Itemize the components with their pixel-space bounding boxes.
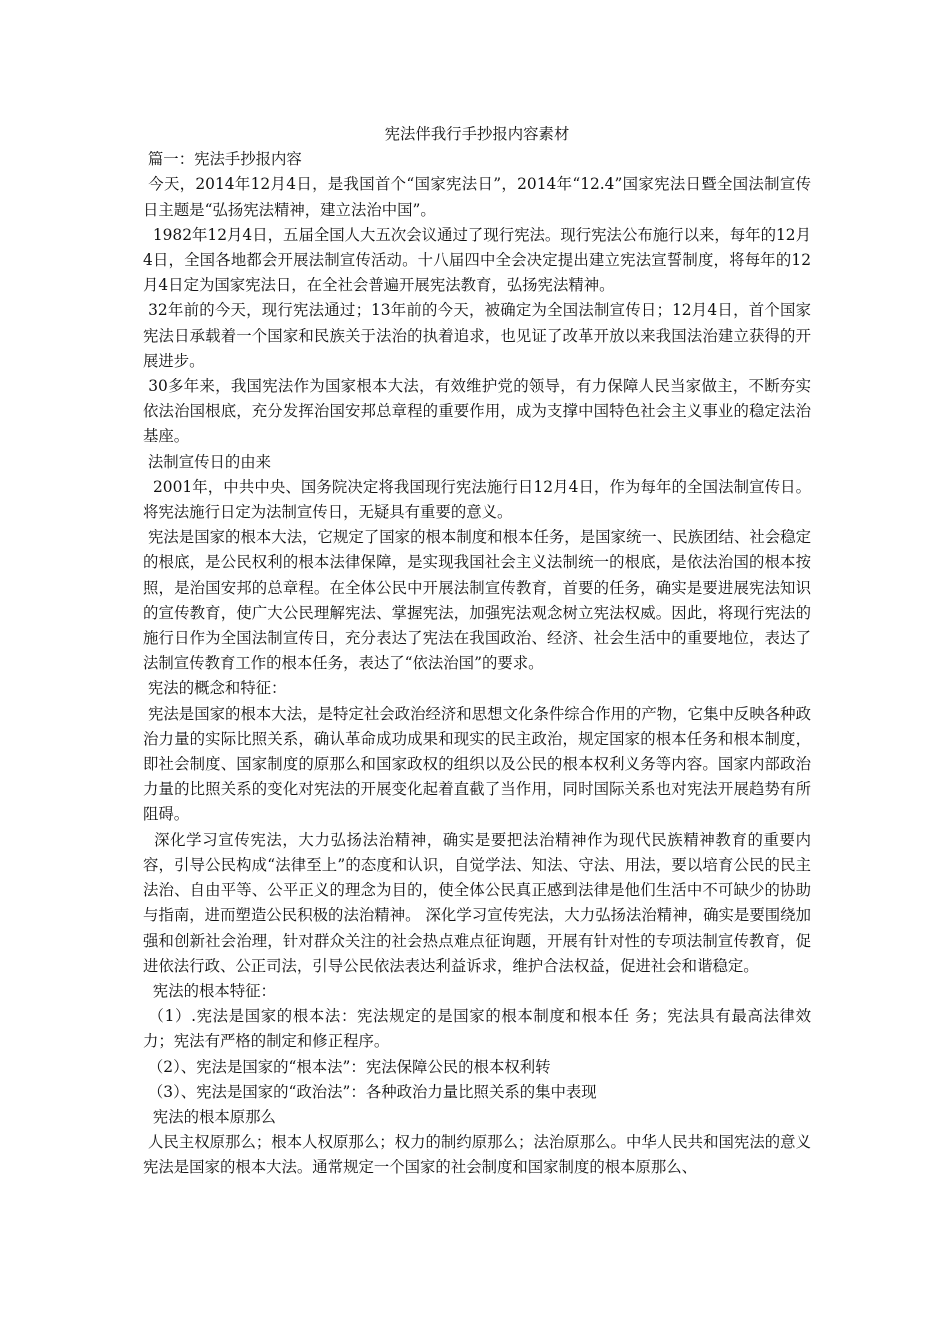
paragraph: 深化学习宣传宪法，大力弘扬法治精神，确实是要把法治精神作为现代民族精神教育的重要内容，引导公民构成“法律至上”的态度和认识，自觉学法、知法、守法、用法，要以培育公民的民主法治、自由平等、公平正义的理念为目的，使全体公民真正感到法律是他们生活中不可缺少的协助与指南，进而塑造公民积极的法治精神。 深化学习宣传宪法，大力弘扬法治精神，确实是要围绕加强和创新社会治理，针对群众关注的社会热点难点征询题，开展有针对性的专项法制宣传教育，促进依法行政、公正司法，引导公民依法表达利益诉求，维护合法权益，促进社会和谐稳定。 [143,830,811,975]
paragraph: 1982年12月4日，五届全国人大五次会议通过了现行宪法。现行宪法公布施行以来，每年的12月4日，全国各地都会开展法制宣传活动。十八届四中全会决定提出建立宪法宣誓制度，将每年的12月4日定为国家宪法日，在全社会普遍开展宪法教育，弘扬宪法精神。 [143,225,811,295]
section-heading: 宪法的概念和特征： [143,679,287,698]
list-item: （3）、宪法是国家的“政治法”：各种政治力量比照关系的集中表现 [143,1082,597,1101]
document-title: 宪法伴我行手抄报内容素材 [384,125,570,143]
section-heading: 法制宣传日的由来 [143,452,272,471]
paragraph: 30多年来，我国宪法作为国家根本大法，有效维护党的领导，有力保障人民当家做主，不断夯实依法治国根底，充分发挥治国安邦总章程的重要作用，成为支撑中国特色社会主义事业的稳定法治基座。 [143,377,811,446]
list-item: （1）.宪法是国家的根本法：宪法规定的是国家的根本制度和根本任 务；宪法具有最高法律效力；宪法有严格的制定和修正程序。 [143,1007,811,1051]
paragraph: 宪法是国家的根本大法，它规定了国家的根本制度和根本任务，是国家统一、民族团结、社会稳定的根底，是公民权利的根本法律保障，是实现我国社会主义法制统一的根底，是依法治国的根本按照，是治国安邦的总章程。在全体公民中开展法制宣传教育，首要的任务，确实是要进展宪法知识的宣传教育，使广大公民理解宪法、掌握宪法，加强宪法观念树立宪法权威。因此，将现行宪法的施行日作为全国法制宣传日，充分表达了宪法在我国政治、经济、社会生活中的重要地位，表达了法制宣传教育工作的根本任务，表达了“依法治国”的要求。 [143,528,811,673]
paragraph: 32年前的今天，现行宪法通过；13年前的今天，被确定为全国法制宣传日；12月4日，首个国家宪法日承载着一个国家和民族关于法治的执着追求，也见证了改革开放以来我国法治建立获得的开展进步。 [143,301,811,370]
list-item: （2）、宪法是国家的“根本法”：宪法保障公民的根本权利转 [143,1057,551,1076]
document-body [143,122,816,1181]
paragraph: 人民主权原那么；根本人权原那么；权力的制约原那么；法治原那么。中华人民共和国宪法的意义 宪法是国家的根本大法。通常规定一个国家的社会制度和国家制度的根本原那么、 [143,1133,816,1177]
paragraph: 2001年，中共中央、国务院决定将我国现行宪法施行日12月4日，作为每年的全国法制宣传日。将宪法施行日定为法制宣传日，无疑具有重要的意义。 [143,477,811,522]
section-heading: 宪法的根本原那么 [143,1107,276,1126]
paragraph: 篇一：宪法手抄报内容 [143,150,302,169]
section-heading: 宪法的根本特征： [143,981,276,1000]
paragraph: 今天，2014年12月4日，是我国首个“国家宪法日”，2014年“12.4”国家宪法日暨全国法制宣传日主题是“弘扬宪法精神，建立法治中国”。 [143,175,811,219]
paragraph: 宪法是国家的根本大法，是特定社会政治经济和思想文化条件综合作用的产物，它集中反映各种政治力量的实际比照关系，确认革命成功成果和现实的民主政治，规定国家的根本任务和根本制度，即社会制度、国家制度的原那么和国家政权的组织以及公民的根本权利义务等内容。国家内部政治力量的比照关系的变化对宪法的开展变化起着直截了当作用，同时国际关系也对宪法开展趋势有所阻碍。 [143,704,811,824]
